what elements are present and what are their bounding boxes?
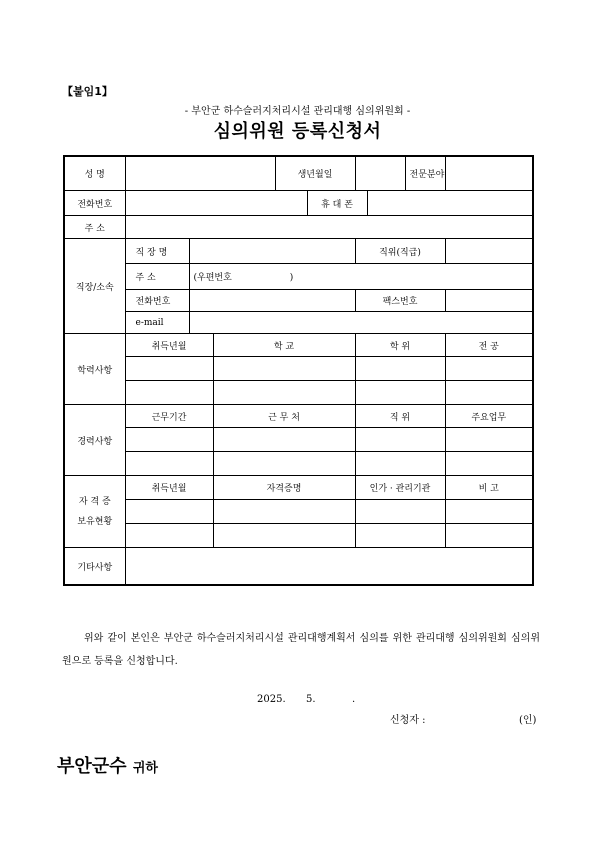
fax-label: 팩스번호 — [355, 290, 445, 312]
career-section-label: 경력사항 — [64, 405, 125, 476]
education-cell[interactable] — [213, 381, 355, 405]
date-year: 2025. — [257, 694, 286, 705]
education-header-date: 취득년월 — [125, 334, 213, 357]
applicant-label: 신청자 : — [390, 715, 426, 726]
address-field[interactable] — [125, 216, 533, 239]
career-header-period: 근무기간 — [125, 405, 213, 428]
certification-cell[interactable] — [125, 524, 213, 548]
workplace-address-label: 주 소 — [125, 264, 189, 290]
career-entry-row — [64, 452, 533, 476]
phone-field[interactable] — [125, 191, 307, 216]
career-header-duties: 주요업무 — [445, 405, 533, 428]
certification-entry-row — [64, 524, 533, 548]
email-row — [64, 312, 533, 334]
address-row — [64, 216, 533, 239]
education-section-label: 학력사항 — [64, 334, 125, 405]
name-field[interactable] — [125, 156, 275, 191]
workplace-phone-label: 전화번호 — [125, 290, 189, 312]
certification-header-name: 자격증명 — [213, 476, 355, 500]
name-label: 성 명 — [64, 156, 125, 191]
phone-row — [64, 191, 533, 216]
fax-field[interactable] — [445, 290, 533, 312]
expertise-label: 전문분야 — [405, 156, 445, 191]
career-entry-row — [64, 428, 533, 452]
education-cell[interactable] — [125, 381, 213, 405]
education-header-degree: 학 위 — [355, 334, 445, 357]
certification-label-line2: 보유현황 — [77, 516, 113, 527]
phone-label: 전화번호 — [64, 191, 125, 216]
career-cell[interactable] — [213, 428, 355, 452]
other-row — [64, 548, 533, 586]
address-label: 주 소 — [64, 216, 125, 239]
certification-header-authority: 인가 · 관리기관 — [355, 476, 445, 500]
career-cell[interactable] — [445, 452, 533, 476]
position-label: 직위(직급) — [355, 239, 445, 264]
education-cell[interactable] — [445, 357, 533, 381]
certification-cell[interactable] — [125, 500, 213, 524]
expertise-field[interactable] — [445, 156, 533, 191]
date-month: 5. — [306, 694, 316, 705]
career-cell[interactable] — [213, 452, 355, 476]
workplace-address-field[interactable] — [189, 264, 533, 290]
other-section-label: 기타사항 — [64, 548, 125, 586]
birth-date-field[interactable] — [355, 156, 405, 191]
workplace-phone-row — [64, 290, 533, 312]
attachment-label: 【붙임1】 — [62, 85, 113, 98]
workplace-name-field[interactable] — [189, 239, 355, 264]
career-cell[interactable] — [125, 428, 213, 452]
career-header-position: 직 위 — [355, 405, 445, 428]
postal-code-open: (우편번호 — [193, 273, 232, 283]
workplace-address-row — [64, 264, 533, 290]
education-cell[interactable] — [125, 357, 213, 381]
email-label: e-mail — [125, 312, 189, 334]
certification-label-line1: 자 격 증 — [78, 496, 111, 507]
career-header-workplace: 근 무 처 — [213, 405, 355, 428]
education-cell[interactable] — [213, 357, 355, 381]
education-cell[interactable] — [355, 381, 445, 405]
workplace-phone-field[interactable] — [189, 290, 355, 312]
certification-header-remarks: 비 고 — [445, 476, 533, 500]
document-subtitle: - 부안군 하수슬러지처리시설 관리대행 심의위원회 - — [184, 106, 411, 117]
recipient-honorific: 귀하 — [132, 761, 158, 776]
certification-header-date: 취득년월 — [125, 476, 213, 500]
seal-mark: (인) — [519, 715, 537, 726]
registration-form-table — [63, 155, 534, 586]
position-field[interactable] — [445, 239, 533, 264]
career-cell[interactable] — [355, 452, 445, 476]
career-cell[interactable] — [355, 428, 445, 452]
certification-entry-row — [64, 500, 533, 524]
workplace-name-row — [64, 239, 533, 264]
education-header-row — [64, 334, 533, 357]
education-entry-row — [64, 357, 533, 381]
career-cell[interactable] — [445, 428, 533, 452]
education-cell[interactable] — [355, 357, 445, 381]
education-header-major: 전 공 — [445, 334, 533, 357]
postal-code-close: ) — [289, 273, 294, 283]
date-day: . — [351, 694, 356, 705]
career-header-row — [64, 405, 533, 428]
education-entry-row — [64, 381, 533, 405]
certification-cell[interactable] — [355, 524, 445, 548]
application-statement: 위와 같이 본인은 부안군 하수슬러지처리시설 관리대행계획서 심의를 위한 관리대행 심의위원회 심의위원으로 등록을 신청합니다. — [62, 633, 540, 667]
education-cell[interactable] — [445, 381, 533, 405]
application-date — [257, 694, 355, 705]
certification-header-row — [64, 476, 533, 500]
education-header-school: 학 교 — [213, 334, 355, 357]
certification-section-label — [64, 476, 125, 548]
certification-cell[interactable] — [445, 500, 533, 524]
recipient-name: 부안군수 — [57, 756, 127, 777]
workplace-name-label: 직 장 명 — [125, 239, 189, 264]
certification-cell[interactable] — [213, 500, 355, 524]
workplace-section-label: 직장/소속 — [64, 239, 125, 334]
other-field[interactable] — [125, 548, 533, 586]
document-title: 심의위원 등록신청서 — [213, 121, 382, 142]
mobile-field[interactable] — [367, 191, 533, 216]
career-cell[interactable] — [125, 452, 213, 476]
certification-cell[interactable] — [213, 524, 355, 548]
personal-info-row — [64, 156, 533, 191]
birth-date-label: 생년월일 — [275, 156, 355, 191]
certification-cell[interactable] — [445, 524, 533, 548]
email-field[interactable] — [189, 312, 533, 334]
certification-cell[interactable] — [355, 500, 445, 524]
mobile-label: 휴 대 폰 — [307, 191, 367, 216]
recipient — [57, 752, 158, 778]
